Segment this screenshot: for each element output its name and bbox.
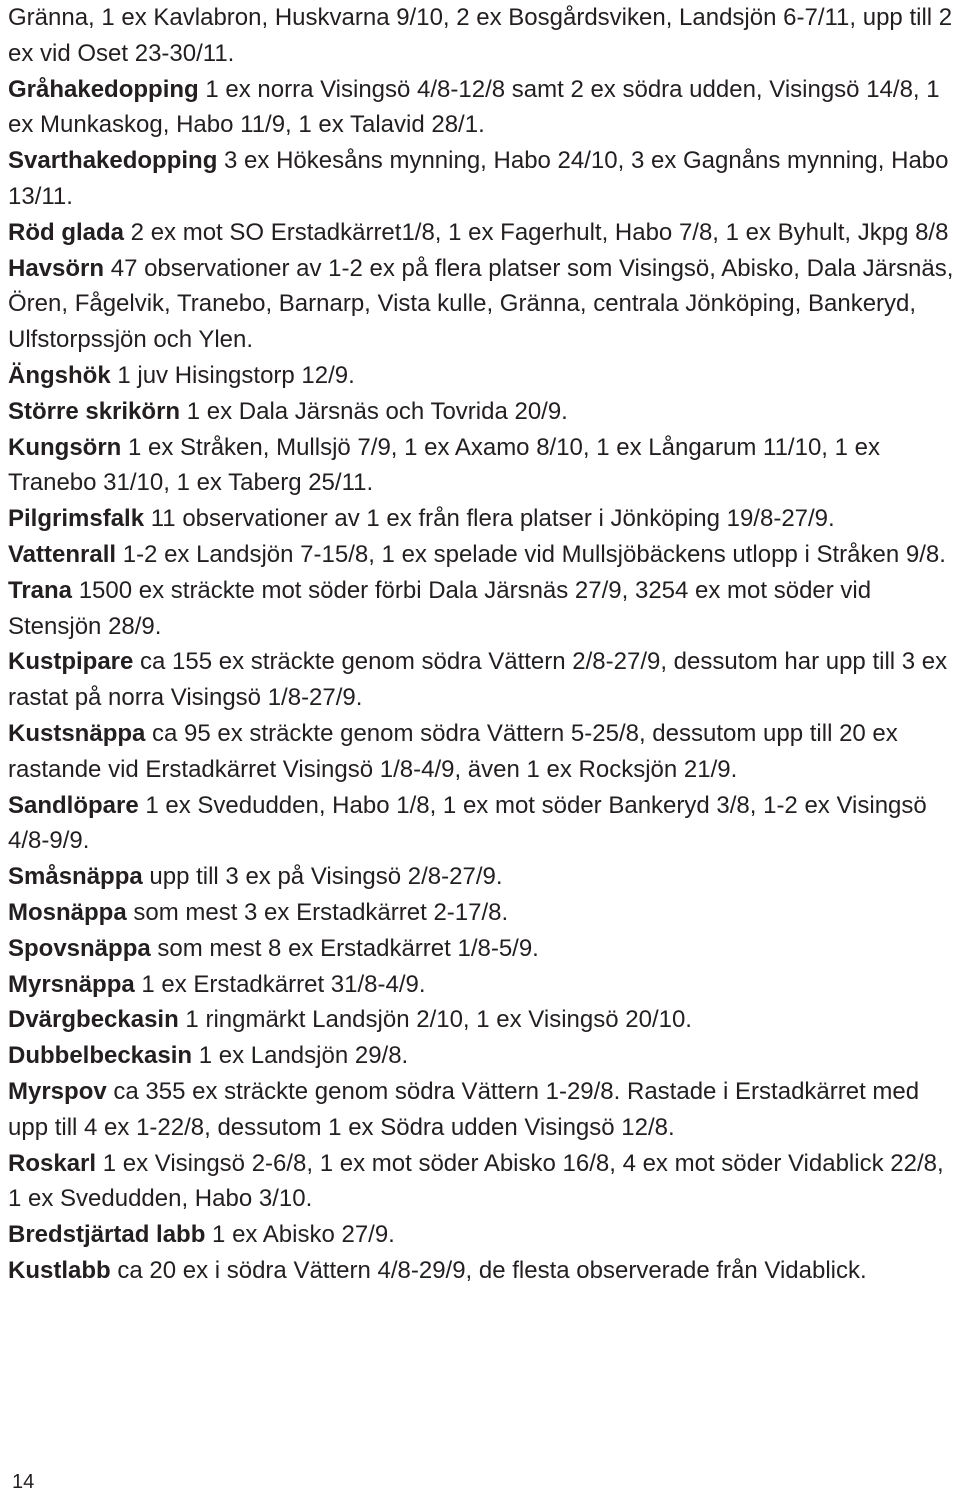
entry-text: som mest 3 ex Erstadkärret 2-17/8. bbox=[126, 898, 509, 926]
entry-smasnappa bbox=[8, 859, 958, 895]
entry-text: 1 juv Hisingstorp 12/9. bbox=[110, 361, 355, 389]
species-name: Dubbelbeckasin bbox=[8, 1042, 193, 1070]
species-name: Kungsörn bbox=[8, 433, 122, 461]
entry-sandlopare bbox=[8, 788, 958, 860]
entry-text: 1 ex Dala Järsnäs och Tovrida 20/9. bbox=[180, 397, 568, 425]
entry-pilgrimsfalk bbox=[8, 501, 958, 537]
entry-text: 47 observationer av 1-2 ex på flera platser som Visingsö, Abisko, Dala Järsnäs, Ören, Fågelvik, Tranebo, Barnarp, Vista kulle, Gränna, centrala Jönköping, Bankeryd, Ulfstorpssjön och Ylen. bbox=[8, 254, 954, 354]
species-name: Vattenrall bbox=[8, 540, 117, 568]
species-name: Sandlöpare bbox=[8, 791, 139, 819]
entry-text: 1500 ex sträckte mot söder förbi Dala Järsnäs 27/9, 3254 ex mot söder vid Stensjön 28/9. bbox=[8, 576, 872, 640]
entry-text: 2 ex mot SO Erstadkärret1/8, 1 ex Fagerhult, Habo 7/8, 1 ex Byhult, Jkpg 8/8 bbox=[124, 218, 949, 246]
species-name: Trana bbox=[8, 576, 73, 604]
entry-rod-glada bbox=[8, 215, 958, 251]
entry-kustpipare bbox=[8, 644, 958, 716]
entry-bredstjartad-labb bbox=[8, 1217, 958, 1253]
species-name: Småsnäppa bbox=[8, 863, 143, 891]
entry-text: Gränna, 1 ex Kavlabron, Huskvarna 9/10, 2 ex Bosgårdsviken, Landsjön 6-7/11, upp till 2 ex vid Oset 23-30/11. bbox=[8, 4, 953, 67]
entry-text: 1 ex norra Visingsö 4/8-12/8 samt 2 ex södra udden, Visingsö 14/8, 1 ex Munkaskog, Habo 11/9, 1 ex Talavid 28/1. bbox=[8, 75, 940, 139]
entry-text: ca 20 ex i södra Vättern 4/8-29/9, de flesta observerade från Vidablick. bbox=[110, 1256, 867, 1284]
entry-vattenrall bbox=[8, 537, 958, 573]
species-name: Svarthakedopping bbox=[8, 147, 218, 175]
entry-text: ca 355 ex sträckte genom södra Vättern 1-29/8. Rastade i Erstadkärret med upp till 4 ex 1-22/8, dessutom 1 ex Södra udden Visingsö 12/8. bbox=[8, 1077, 920, 1141]
species-name: Kustlabb bbox=[8, 1256, 111, 1284]
entry-text: som mest 8 ex Erstadkärret 1/8-5/9. bbox=[150, 934, 539, 962]
entry-text: 1 ex Landsjön 29/8. bbox=[192, 1042, 409, 1070]
entry-grahakedopping bbox=[8, 72, 958, 144]
entry-text: 1 ex Erstadkärret 31/8-4/9. bbox=[134, 970, 426, 998]
entry-text: 1 ringmärkt Landsjön 2/10, 1 ex Visingsö 20/10. bbox=[178, 1006, 692, 1034]
species-name: Pilgrimsfalk bbox=[8, 505, 145, 533]
entry-text: 1 ex Stråken, Mullsjö 7/9, 1 ex Axamo 8/10, 1 ex Långarum 11/10, 1 ex Tranebo 31/10, 1 ex Taberg 25/11. bbox=[8, 433, 880, 497]
species-name: Gråhakedopping bbox=[8, 75, 199, 103]
entry-text: 3 ex Hökesåns mynning, Habo 24/10, 3 ex Gagnåns mynning, Habo 13/11. bbox=[8, 147, 949, 210]
species-name: Röd glada bbox=[8, 218, 125, 246]
entry-myrspov bbox=[8, 1074, 958, 1146]
entry-angshok bbox=[8, 358, 958, 394]
species-name: Dvärgbeckasin bbox=[8, 1006, 179, 1034]
entry-kustsnappa bbox=[8, 716, 958, 788]
species-name: Havsörn bbox=[8, 254, 105, 282]
entry-continuation bbox=[8, 0, 958, 72]
species-name: Kustpipare bbox=[8, 648, 134, 676]
entry-text: 1 ex Abisko 27/9. bbox=[205, 1221, 395, 1249]
species-name: Spovsnäppa bbox=[8, 934, 151, 962]
species-name: Roskarl bbox=[8, 1149, 97, 1177]
entry-trana bbox=[8, 573, 958, 645]
entry-roskarl bbox=[8, 1146, 958, 1218]
entry-myrsnappa bbox=[8, 967, 958, 1003]
entry-text: 11 observationer av 1 ex från flera platser i Jönköping 19/8-27/9. bbox=[144, 505, 835, 533]
entry-spovsnappa bbox=[8, 931, 958, 967]
species-name: Myrsnäppa bbox=[8, 970, 135, 998]
entry-storre-skrikorn bbox=[8, 394, 958, 430]
entry-mosnappa bbox=[8, 895, 958, 931]
page-number: 14 bbox=[12, 1471, 35, 1493]
entry-kungsorn bbox=[8, 430, 958, 502]
entry-svarthakedopping bbox=[8, 143, 958, 215]
entry-text: 1 ex Visingsö 2-6/8, 1 ex mot söder Abisko 16/8, 4 ex mot söder Vidablick 22/8, 1 ex Svedudden, Habo 3/10. bbox=[8, 1149, 944, 1213]
species-name: Kustsnäppa bbox=[8, 719, 146, 747]
entry-text: 1 ex Svedudden, Habo 1/8, 1 ex mot söder Bankeryd 3/8, 1-2 ex Visingsö 4/8-9/9. bbox=[8, 791, 927, 855]
entry-text: ca 155 ex sträckte genom södra Vättern 2/8-27/9, dessutom har upp till 3 ex rastat på norra Visingsö 1/8-27/9. bbox=[8, 648, 948, 712]
entry-dvargbeckasin bbox=[8, 1002, 958, 1038]
species-name: Ängshök bbox=[8, 361, 111, 389]
species-name: Myrspov bbox=[8, 1077, 107, 1105]
species-name: Bredstjärtad labb bbox=[8, 1221, 206, 1249]
species-name: Mosnäppa bbox=[8, 898, 127, 926]
species-name: Större skrikörn bbox=[8, 397, 181, 425]
entry-dubbelbeckasin bbox=[8, 1038, 958, 1074]
entry-text: 1-2 ex Landsjön 7-15/8, 1 ex spelade vid Mullsjöbäckens utlopp i Stråken 9/8. bbox=[116, 540, 946, 568]
entry-text: ca 95 ex sträckte genom södra Vättern 5-25/8, dessutom upp till 20 ex rastande vid Erstadkärret Visingsö 1/8-4/9, även 1 ex Rocksjön 21/9. bbox=[8, 719, 898, 783]
document-body bbox=[8, 0, 958, 1289]
entry-text: upp till 3 ex på Visingsö 2/8-27/9. bbox=[142, 863, 503, 891]
entry-kustlabb bbox=[8, 1253, 958, 1289]
entry-havsorn bbox=[8, 251, 958, 358]
